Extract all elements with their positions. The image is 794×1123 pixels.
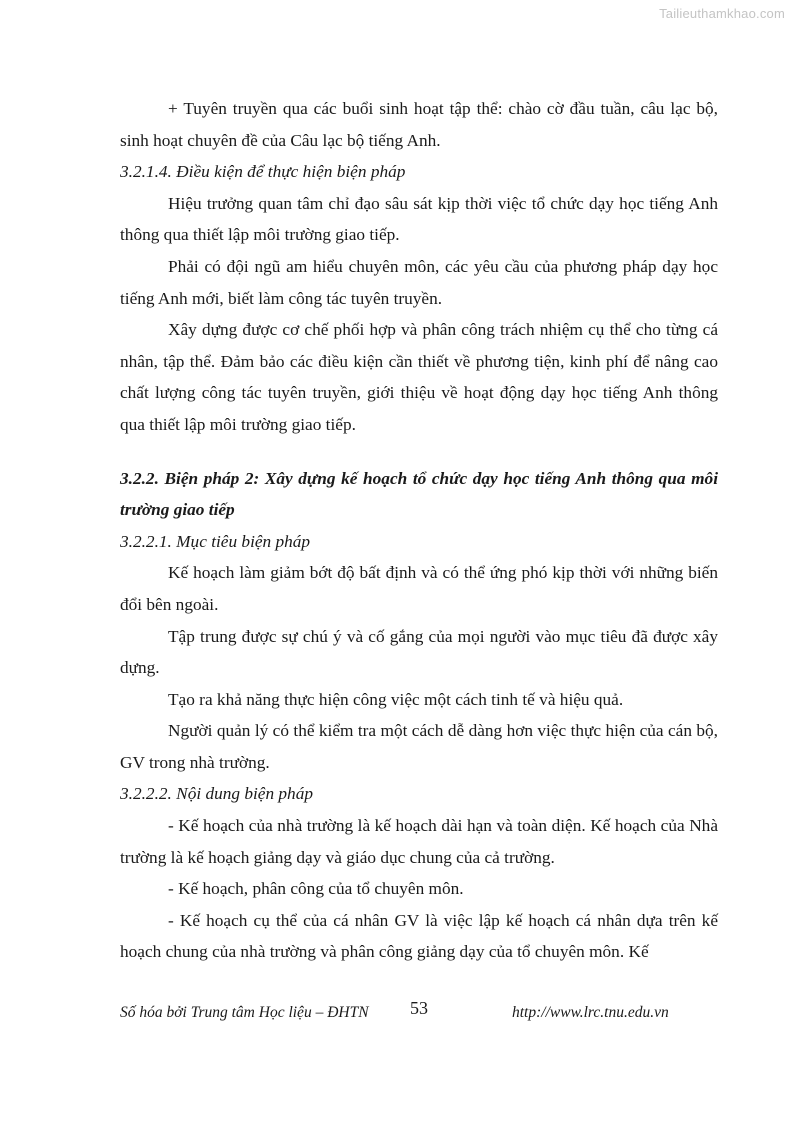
paragraph-manager-check: Người quản lý có thể kiểm tra một cách dễ dàng hơn việc thực hiện của cán bộ, GV trong nhà trường.: [120, 721, 718, 772]
heading-3-2-2-1: 3.2.2.1. Mục tiêu biện pháp: [120, 531, 311, 551]
paragraph-teacher-plan: - Kế hoạch cụ thể của cá nhân GV là việc lập kế hoạch cá nhân dựa trên kế hoạch chung của nhà trường và phân công giảng dạy của tổ chuyên môn. Kế: [120, 910, 718, 962]
paragraph-efficiency: Tạo ra khả năng thực hiện công việc một cách tinh tế và hiệu quả.: [168, 689, 624, 709]
heading-3-2-2-2: 3.2.2.2. Nội dung biện pháp: [120, 784, 313, 804]
paragraph-focus: Tập trung được sự chú ý và cố gắng của mọi người vào mục tiêu đã được xây dựng.: [120, 626, 718, 678]
footer-url: http://www.lrc.tnu.edu.vn: [512, 1004, 669, 1021]
heading-3-2-2: 3.2.2. Biện pháp 2: Xây dựng kế hoạch tổ chức dạy học tiếng Anh thông qua môi trường giao tiếp: [120, 468, 718, 520]
page-footer: [120, 998, 718, 1028]
paragraph-mechanism: Xây dựng được cơ chế phối hợp và phân công trách nhiệm cụ thể cho từng cá nhân, tập thể. Đảm bảo các điều kiện cần thiết về phương tiện, kinh phí để nâng cao chất lượng công tác tuyên truyền, giới thiệu về hoạt động dạy học tiếng Anh thông qua thiết lập môi trường giao tiếp.: [120, 320, 718, 434]
paragraph-principal: Hiệu trưởng quan tâm chỉ đạo sâu sát kịp thời việc tổ chức dạy học tiếng Anh thông qua thiết lập môi trường giao tiếp.: [120, 193, 718, 245]
footer-digitized-by: Số hóa bởi Trung tâm Học liệu – ĐHTN: [120, 1004, 369, 1021]
document-body: [120, 93, 718, 968]
paragraph-plan-uncertainty: Kế hoạch làm giảm bớt độ bất định và có thể ứng phó kịp thời với những biến đổi bên ngoài.: [120, 563, 718, 614]
paragraph-propaganda: + Tuyên truyền qua các buổi sinh hoạt tập thể: chào cờ đầu tuần, câu lạc bộ, sinh hoạt chuyên đề của Câu lạc bộ tiếng Anh.: [120, 99, 718, 150]
paragraph-department-plan: - Kế hoạch, phân công của tổ chuyên môn.: [168, 879, 464, 899]
page-number: 53: [410, 998, 428, 1018]
watermark-text: Tailieuthamkhao.com: [659, 6, 785, 21]
paragraph-staff: Phải có đội ngũ am hiểu chuyên môn, các yêu cầu của phương pháp dạy học tiếng Anh mới, biết làm công tác tuyên truyền.: [120, 256, 718, 308]
heading-3-2-1-4: 3.2.1.4. Điều kiện để thực hiện biện pháp: [120, 162, 406, 182]
paragraph-school-plan: - Kế hoạch của nhà trường là kế hoạch dài hạn và toàn diện. Kế hoạch của Nhà trường là kế hoạch giảng dạy và giáo dục chung của cả trường.: [120, 816, 718, 867]
